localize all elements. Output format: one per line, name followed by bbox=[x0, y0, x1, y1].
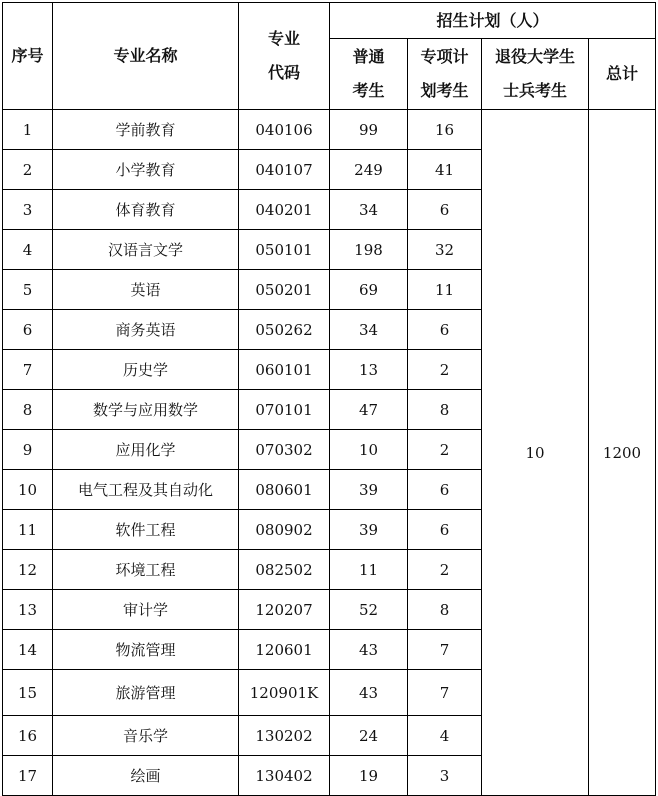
major-code-cell: 120601 bbox=[239, 630, 330, 670]
special-cell: 16 bbox=[408, 110, 482, 150]
special-cell: 6 bbox=[408, 190, 482, 230]
special-cell: 8 bbox=[408, 590, 482, 630]
major-code-cell: 080601 bbox=[239, 470, 330, 510]
regular-cell: 10 bbox=[330, 430, 408, 470]
header-major-code bbox=[239, 3, 330, 110]
special-cell: 6 bbox=[408, 470, 482, 510]
major-name-cell: 音乐学 bbox=[53, 716, 239, 756]
regular-cell: 11 bbox=[330, 550, 408, 590]
regular-cell: 52 bbox=[330, 590, 408, 630]
major-name-cell: 应用化学 bbox=[53, 430, 239, 470]
special-cell: 7 bbox=[408, 670, 482, 716]
special-cell: 4 bbox=[408, 716, 482, 756]
seq-cell: 8 bbox=[3, 390, 53, 430]
major-name-cell: 体育教育 bbox=[53, 190, 239, 230]
header-special bbox=[408, 39, 482, 110]
major-code-cell: 130202 bbox=[239, 716, 330, 756]
seq-cell: 4 bbox=[3, 230, 53, 270]
veteran-total-cell: 10 bbox=[482, 110, 589, 796]
special-cell: 7 bbox=[408, 630, 482, 670]
special-cell: 6 bbox=[408, 310, 482, 350]
table-body bbox=[3, 110, 656, 796]
seq-cell: 1 bbox=[3, 110, 53, 150]
major-name-cell: 学前教育 bbox=[53, 110, 239, 150]
seq-cell: 17 bbox=[3, 756, 53, 796]
seq-cell: 10 bbox=[3, 470, 53, 510]
seq-cell: 5 bbox=[3, 270, 53, 310]
header-veteran-line2: 士兵考生 bbox=[502, 81, 567, 100]
special-cell: 8 bbox=[408, 390, 482, 430]
seq-cell: 14 bbox=[3, 630, 53, 670]
header-regular-line2: 考生 bbox=[352, 81, 385, 100]
header-regular-line1: 普通 bbox=[352, 47, 385, 66]
header-special-line2: 划考生 bbox=[420, 81, 469, 100]
header-major-code-line1: 专业 bbox=[267, 29, 300, 48]
major-code-cell: 082502 bbox=[239, 550, 330, 590]
major-code-cell: 070302 bbox=[239, 430, 330, 470]
special-cell: 2 bbox=[408, 430, 482, 470]
header-seq: 序号 bbox=[3, 3, 53, 110]
special-cell: 2 bbox=[408, 550, 482, 590]
regular-cell: 43 bbox=[330, 670, 408, 716]
special-cell: 6 bbox=[408, 510, 482, 550]
seq-cell: 6 bbox=[3, 310, 53, 350]
major-name-cell: 审计学 bbox=[53, 590, 239, 630]
enrollment-plan-table bbox=[2, 2, 656, 796]
major-code-cell: 040107 bbox=[239, 150, 330, 190]
seq-cell: 15 bbox=[3, 670, 53, 716]
major-code-cell: 040201 bbox=[239, 190, 330, 230]
seq-cell: 11 bbox=[3, 510, 53, 550]
header-veteran-line1: 退役大学生 bbox=[494, 47, 575, 66]
header-special-line1: 专项计 bbox=[420, 47, 469, 66]
major-code-cell: 070101 bbox=[239, 390, 330, 430]
seq-cell: 2 bbox=[3, 150, 53, 190]
special-cell: 2 bbox=[408, 350, 482, 390]
regular-cell: 43 bbox=[330, 630, 408, 670]
major-name-cell: 旅游管理 bbox=[53, 670, 239, 716]
major-name-cell: 商务英语 bbox=[53, 310, 239, 350]
major-name-cell: 绘画 bbox=[53, 756, 239, 796]
major-code-cell: 050262 bbox=[239, 310, 330, 350]
regular-cell: 198 bbox=[330, 230, 408, 270]
header-regular bbox=[330, 39, 408, 110]
major-name-cell: 数学与应用数学 bbox=[53, 390, 239, 430]
regular-cell: 34 bbox=[330, 310, 408, 350]
header-plan: 招生计划（人） bbox=[330, 3, 656, 39]
regular-cell: 69 bbox=[330, 270, 408, 310]
major-code-cell: 040106 bbox=[239, 110, 330, 150]
major-name-cell: 物流管理 bbox=[53, 630, 239, 670]
major-name-cell: 英语 bbox=[53, 270, 239, 310]
seq-cell: 13 bbox=[3, 590, 53, 630]
regular-cell: 24 bbox=[330, 716, 408, 756]
special-cell: 32 bbox=[408, 230, 482, 270]
regular-cell: 19 bbox=[330, 756, 408, 796]
major-code-cell: 130402 bbox=[239, 756, 330, 796]
regular-cell: 39 bbox=[330, 510, 408, 550]
major-name-cell: 软件工程 bbox=[53, 510, 239, 550]
seq-cell: 7 bbox=[3, 350, 53, 390]
regular-cell: 39 bbox=[330, 470, 408, 510]
header-major-name: 专业名称 bbox=[53, 3, 239, 110]
seq-cell: 9 bbox=[3, 430, 53, 470]
special-cell: 3 bbox=[408, 756, 482, 796]
major-code-cell: 060101 bbox=[239, 350, 330, 390]
major-code-cell: 050101 bbox=[239, 230, 330, 270]
major-name-cell: 历史学 bbox=[53, 350, 239, 390]
major-name-cell: 小学教育 bbox=[53, 150, 239, 190]
header-total: 总计 bbox=[589, 39, 656, 110]
major-name-cell: 环境工程 bbox=[53, 550, 239, 590]
special-cell: 41 bbox=[408, 150, 482, 190]
major-code-cell: 120207 bbox=[239, 590, 330, 630]
major-name-cell: 电气工程及其自动化 bbox=[53, 470, 239, 510]
regular-cell: 13 bbox=[330, 350, 408, 390]
grand-total-cell: 1200 bbox=[589, 110, 656, 796]
regular-cell: 249 bbox=[330, 150, 408, 190]
header-veteran bbox=[482, 39, 589, 110]
seq-cell: 3 bbox=[3, 190, 53, 230]
regular-cell: 47 bbox=[330, 390, 408, 430]
special-cell: 11 bbox=[408, 270, 482, 310]
regular-cell: 34 bbox=[330, 190, 408, 230]
table-row bbox=[3, 110, 656, 150]
header-major-code-line2: 代码 bbox=[267, 63, 300, 82]
major-name-cell: 汉语言文学 bbox=[53, 230, 239, 270]
seq-cell: 16 bbox=[3, 716, 53, 756]
major-code-cell: 050201 bbox=[239, 270, 330, 310]
seq-cell: 12 bbox=[3, 550, 53, 590]
regular-cell: 99 bbox=[330, 110, 408, 150]
major-code-cell: 120901K bbox=[239, 670, 330, 716]
major-code-cell: 080902 bbox=[239, 510, 330, 550]
